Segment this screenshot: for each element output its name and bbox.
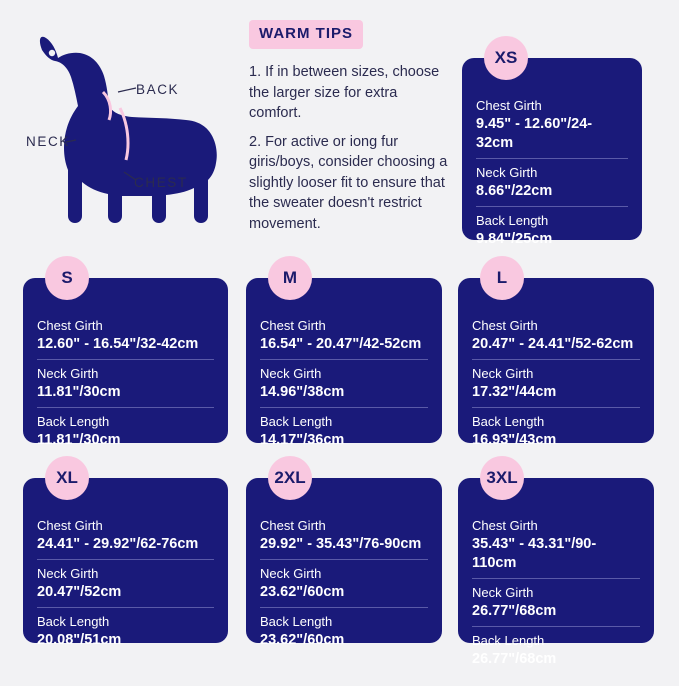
chest-girth-label: Chest Girth — [37, 318, 103, 333]
back-length-row — [472, 626, 640, 674]
size-card-body — [458, 278, 654, 467]
back-length-label: Back Length — [472, 414, 545, 430]
neck-girth-value: 20.47"/52cm — [37, 584, 122, 601]
neck-girth-label: Neck Girth — [260, 566, 322, 582]
chest-girth-label: Chest Girth — [472, 318, 538, 333]
chest-girth-value: 16.54" - 20.47"/42-52cm — [260, 336, 422, 353]
chest-girth-row — [37, 512, 214, 559]
size-card-l — [458, 268, 654, 449]
chest-girth-row — [472, 512, 640, 578]
neck-girth-value: 17.32"/44cm — [472, 384, 557, 401]
neck-girth-value: 8.66"/22cm — [476, 183, 553, 200]
chest-girth-row — [472, 312, 640, 359]
back-length-row — [260, 607, 428, 655]
back-length-label: Back Length — [260, 614, 333, 630]
back-length-row — [260, 407, 428, 455]
diagram-label-chest: CHEST — [134, 175, 188, 190]
back-length-row — [476, 206, 628, 254]
back-length-value: 14.17"/36cm — [260, 432, 345, 449]
neck-girth-row — [37, 559, 214, 607]
size-badge-m: M — [268, 256, 312, 300]
diagram-label-neck: NECK — [26, 134, 70, 149]
dog-silhouette-icon — [8, 20, 238, 245]
neck-girth-label: Neck Girth — [260, 366, 322, 382]
diagram-label-back: BACK — [136, 82, 180, 97]
back-length-row — [472, 407, 640, 455]
chest-girth-label: Chest Girth — [476, 98, 542, 113]
back-length-value: 9.84"/25cm — [476, 231, 553, 248]
neck-girth-value: 14.96"/38cm — [260, 384, 345, 401]
chest-girth-row — [260, 512, 428, 559]
warm-tips-title: WARM TIPS — [259, 25, 353, 42]
chest-girth-value: 9.45" - 12.60"/24-32cm — [476, 116, 593, 152]
size-card-body — [246, 478, 442, 667]
neck-girth-row — [472, 578, 640, 626]
back-length-label: Back Length — [476, 213, 549, 229]
back-length-label: Back Length — [37, 614, 110, 630]
warm-tips-title-badge — [249, 20, 363, 49]
back-length-label: Back Length — [472, 633, 545, 649]
neck-girth-label: Neck Girth — [472, 366, 534, 382]
back-length-value: 20.08"/51cm — [37, 632, 122, 649]
chest-girth-value: 24.41" - 29.92"/62-76cm — [37, 536, 199, 553]
size-card-body — [23, 478, 228, 667]
neck-girth-row — [476, 158, 628, 206]
neck-girth-row — [37, 359, 214, 407]
back-length-label: Back Length — [260, 414, 333, 430]
size-card-xl — [23, 468, 228, 649]
back-length-row — [37, 607, 214, 655]
neck-girth-value: 23.62"/60cm — [260, 584, 345, 601]
neck-girth-row — [260, 359, 428, 407]
size-card-s — [23, 268, 228, 449]
size-badge-xs: XS — [484, 36, 528, 80]
chest-girth-label: Chest Girth — [260, 318, 326, 333]
size-card-body — [23, 278, 228, 467]
chest-girth-value: 12.60" - 16.54"/32-42cm — [37, 336, 199, 353]
size-card-body — [458, 478, 654, 686]
warm-tip-item: 1. If in between sizes, choose the larger size for extra comfort. — [249, 64, 440, 122]
back-length-value: 11.81"/30cm — [37, 432, 121, 449]
size-badge-s: S — [45, 256, 89, 300]
size-card-2xl — [246, 468, 442, 649]
neck-girth-label: Neck Girth — [37, 566, 99, 582]
chest-girth-value: 20.47" - 24.41"/52-62cm — [472, 336, 634, 353]
warm-tip-item: 2. For active or iong fur giris/boys, consider choosing a slightly looser fit to ensure that the sweater doesn't restrict movement. — [249, 133, 448, 233]
chest-girth-label: Chest Girth — [37, 518, 103, 533]
size-card-body — [246, 278, 442, 467]
warm-tips-section — [249, 20, 449, 243]
dog-measurement-diagram — [8, 20, 238, 245]
neck-girth-row — [260, 559, 428, 607]
neck-girth-label: Neck Girth — [476, 164, 538, 180]
back-length-value: 16.93"/43cm — [472, 432, 557, 449]
size-card-body — [462, 58, 642, 266]
warm-tips-body — [249, 62, 449, 235]
back-length-value: 23.62"/60cm — [260, 632, 345, 649]
chest-girth-row — [37, 312, 214, 359]
neck-girth-label: Neck Girth — [472, 584, 534, 600]
neck-girth-value: 11.81"/30cm — [37, 384, 121, 401]
chest-girth-value: 29.92" - 35.43"/76-90cm — [260, 536, 422, 553]
size-card-m — [246, 268, 442, 449]
chest-girth-label: Chest Girth — [260, 518, 326, 533]
size-badge-l: L — [480, 256, 524, 300]
back-length-row — [37, 407, 214, 455]
back-length-label: Back Length — [37, 414, 110, 430]
size-badge-2xl: 2XL — [268, 456, 312, 500]
chest-girth-row — [260, 312, 428, 359]
neck-girth-value: 26.77"/68cm — [472, 603, 557, 620]
size-badge-3xl: 3XL — [480, 456, 524, 500]
chest-girth-value: 35.43" - 43.31"/90-110cm — [472, 536, 597, 572]
size-card-xs — [462, 48, 642, 248]
neck-girth-row — [472, 359, 640, 407]
neck-girth-label: Neck Girth — [37, 366, 99, 382]
chest-girth-label: Chest Girth — [472, 518, 538, 533]
chest-girth-row — [476, 92, 628, 158]
size-badge-xl: XL — [45, 456, 89, 500]
back-length-value: 26.77"/68cm — [472, 651, 557, 668]
size-card-3xl — [458, 468, 654, 668]
